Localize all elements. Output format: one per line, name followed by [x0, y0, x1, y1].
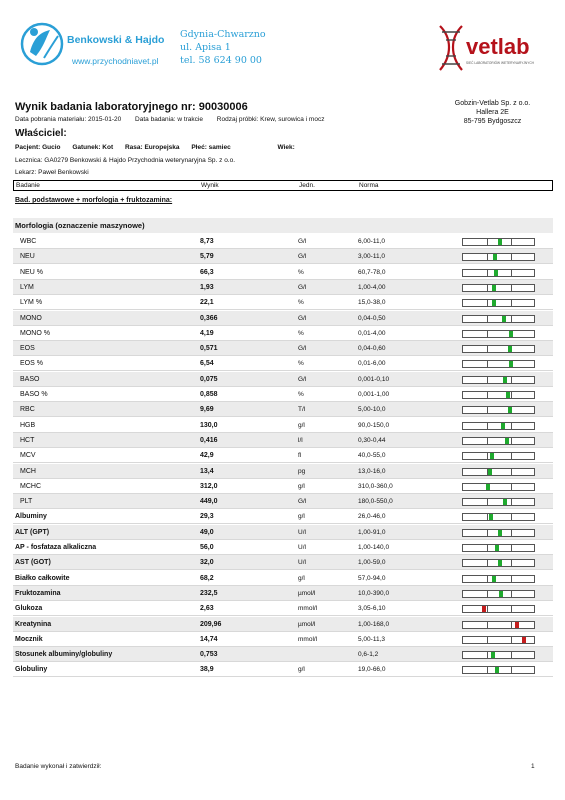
- table-row: [13, 402, 553, 417]
- range-indicator: [462, 666, 535, 674]
- clinic-info: Lecznica: GA0279 Benkowski & Hajdo Przychodnia weterynaryjna Sp. z o.o.: [15, 157, 236, 164]
- range-high-tick: [511, 484, 512, 490]
- range-low-tick: [487, 453, 488, 459]
- test-name: RBC: [20, 406, 35, 414]
- test-result: 5,79: [200, 253, 214, 261]
- range-low-tick: [487, 606, 488, 612]
- result-marker: [508, 407, 512, 413]
- result-marker: [486, 484, 490, 490]
- test-result: 449,0: [200, 498, 218, 506]
- range-indicator: [462, 299, 535, 307]
- test-result: 56,0: [200, 544, 214, 551]
- result-marker: [515, 622, 519, 628]
- doctor-info: Lekarz: Paweł Benkowski: [15, 169, 89, 176]
- range-low-tick: [487, 652, 488, 658]
- test-norm: 0,001-0,10: [358, 375, 390, 383]
- report-meta: [15, 116, 336, 123]
- test-norm: 0,30-0,44: [358, 436, 386, 444]
- sample-date: Data pobrania materiału: 2015-01-20: [15, 116, 122, 123]
- test-name: Kreatynina: [15, 620, 52, 628]
- owner-label: Właściciel:: [15, 128, 67, 139]
- table-row: [13, 586, 553, 601]
- test-unit: G/l: [298, 238, 307, 245]
- test-unit: %: [298, 391, 304, 398]
- range-indicator: [462, 621, 535, 629]
- test-name: NEU: [20, 253, 35, 261]
- sample-type: Rodzaj próbki: Krew, surowica i mocz: [216, 116, 325, 123]
- table-row: [13, 509, 553, 524]
- col-result: Wynik: [201, 182, 219, 189]
- test-name: AST (GOT): [15, 559, 51, 567]
- range-indicator: [462, 330, 535, 338]
- test-norm: 5,00-11,3: [358, 635, 385, 643]
- test-unit: fl: [298, 452, 302, 460]
- test-norm: 1,00-140,0: [358, 544, 390, 551]
- test-unit: %: [298, 360, 304, 368]
- test-norm: 5,00-10,0: [358, 406, 386, 414]
- test-result: 0,416: [200, 436, 218, 444]
- range-high-tick: [511, 423, 512, 429]
- range-low-tick: [487, 667, 488, 673]
- table-row: [13, 632, 553, 647]
- table-row: [13, 295, 553, 310]
- table-row: [13, 326, 553, 341]
- test-unit: µmol/l: [298, 620, 316, 628]
- range-low-tick: [487, 392, 488, 398]
- result-marker: [498, 560, 502, 566]
- test-result: 130,0: [200, 421, 218, 429]
- range-high-tick: [511, 316, 512, 322]
- range-low-tick: [487, 576, 488, 582]
- test-result: 38,9: [200, 666, 214, 674]
- test-unit: G/l: [298, 314, 307, 322]
- result-marker: [488, 469, 492, 475]
- test-result: 0,858: [200, 391, 218, 398]
- result-marker: [495, 667, 499, 673]
- test-norm: 1,00-168,0: [358, 620, 390, 628]
- range-low-tick: [487, 530, 488, 536]
- range-indicator: [462, 559, 535, 567]
- range-indicator: [462, 636, 535, 644]
- range-high-tick: [511, 285, 512, 291]
- report-title: Wynik badania laboratoryjnego nr: 90030006: [15, 101, 248, 113]
- test-norm: 3,00-11,0: [358, 253, 385, 261]
- result-marker: [502, 316, 506, 322]
- test-name: Mocznik: [15, 635, 43, 643]
- test-norm: 1,00-91,0: [358, 528, 386, 536]
- range-indicator: [462, 345, 535, 353]
- test-result: 209,96: [200, 620, 222, 628]
- test-result: 312,0: [200, 482, 218, 490]
- range-high-tick: [511, 514, 512, 520]
- result-marker: [498, 239, 502, 245]
- table-row: [13, 280, 553, 295]
- table-row: [13, 555, 553, 570]
- test-result: 0,075: [200, 375, 218, 383]
- range-high-tick: [511, 392, 512, 398]
- range-high-tick: [511, 254, 512, 260]
- address-line: Gdynia-Chwarzno: [180, 29, 266, 40]
- range-high-tick: [511, 377, 512, 383]
- test-name: Białko całkowite: [15, 574, 70, 582]
- test-unit: G/l: [298, 283, 307, 291]
- test-unit: µmol/l: [298, 589, 316, 597]
- test-unit: mmol/l: [298, 635, 318, 643]
- test-result: 66,3: [200, 268, 214, 276]
- test-norm: 1,00-59,0: [358, 559, 386, 567]
- test-result: 0,753: [200, 651, 218, 659]
- vetlab-logo: [432, 20, 552, 76]
- test-name: Fruktozamina: [15, 589, 61, 597]
- test-unit: U/l: [298, 528, 306, 536]
- range-indicator: [462, 468, 535, 476]
- test-result: 68,2: [200, 574, 214, 582]
- table-row: [13, 249, 553, 264]
- range-low-tick: [487, 331, 488, 337]
- result-marker: [506, 392, 510, 398]
- range-indicator: [462, 376, 535, 384]
- range-high-tick: [511, 652, 512, 658]
- test-unit: g/l: [298, 513, 305, 521]
- test-name: LYM: [20, 283, 34, 291]
- range-indicator: [462, 498, 535, 506]
- address-line: ul. Apisa 1: [180, 42, 231, 53]
- test-name: PLT: [20, 498, 33, 506]
- result-marker: [482, 606, 486, 612]
- test-unit: %: [298, 299, 304, 307]
- range-high-tick: [511, 438, 512, 444]
- table-row: [13, 662, 553, 677]
- test-norm: 0,04-0,60: [358, 345, 386, 353]
- test-result: 0,366: [200, 314, 218, 322]
- range-high-tick: [511, 591, 512, 597]
- range-indicator: [462, 284, 535, 292]
- test-result: 232,5: [200, 589, 218, 597]
- result-marker: [498, 530, 502, 536]
- test-norm: 19,0-66,0: [358, 666, 386, 674]
- range-high-tick: [511, 300, 512, 306]
- patient-species: Gatunek: Kot: [72, 144, 114, 151]
- range-indicator: [462, 605, 535, 613]
- test-norm: 0,001-1,00: [358, 391, 390, 398]
- lab-address: [430, 99, 555, 126]
- result-marker: [492, 576, 496, 582]
- test-result: 0,571: [200, 345, 218, 353]
- test-name: MCHC: [20, 482, 41, 490]
- range-low-tick: [487, 637, 488, 643]
- range-low-tick: [487, 591, 488, 597]
- range-high-tick: [511, 530, 512, 536]
- table-row: [13, 479, 553, 494]
- test-name: MCV: [20, 452, 36, 460]
- lab-address-line: Hallera 2E: [476, 109, 509, 116]
- result-marker: [503, 377, 507, 383]
- test-unit: G/l: [298, 498, 307, 506]
- test-result: 4,19: [200, 329, 214, 337]
- test-result: 8,73: [200, 238, 214, 245]
- range-low-tick: [487, 499, 488, 505]
- test-unit: mmol/l: [298, 605, 318, 613]
- range-low-tick: [487, 300, 488, 306]
- table-row: [13, 433, 553, 448]
- test-unit: G/l: [298, 375, 307, 383]
- test-unit: %: [298, 329, 304, 337]
- test-name: Stosunek albuminy/globuliny: [15, 651, 113, 659]
- range-low-tick: [487, 423, 488, 429]
- test-result: 2,63: [200, 605, 214, 613]
- test-result: 1,93: [200, 283, 214, 291]
- test-result: 29,3: [200, 513, 214, 521]
- range-low-tick: [487, 361, 488, 367]
- patient-age: Wiek:: [277, 144, 295, 151]
- address-line: tel. 58 624 90 00: [180, 55, 262, 66]
- col-norm: Norma: [359, 182, 379, 189]
- result-marker: [491, 652, 495, 658]
- range-low-tick: [487, 407, 488, 413]
- clinic-name: Benkowski & Hajdo: [67, 34, 165, 46]
- range-low-tick: [487, 270, 488, 276]
- test-name: Albuminy: [15, 513, 47, 521]
- range-low-tick: [487, 622, 488, 628]
- test-norm: 0,01-6,00: [358, 360, 386, 368]
- table-row: [13, 571, 553, 586]
- test-name: ALT (GPT): [15, 528, 50, 536]
- range-indicator: [462, 437, 535, 445]
- patient-info: [15, 144, 305, 151]
- range-indicator: [462, 544, 535, 552]
- test-name: Globuliny: [15, 666, 48, 674]
- range-low-tick: [487, 545, 488, 551]
- test-unit: G/l: [298, 345, 307, 353]
- range-indicator: [462, 575, 535, 583]
- table-row: [13, 234, 553, 249]
- test-name: EOS: [20, 345, 35, 353]
- test-unit: %: [298, 268, 304, 276]
- range-indicator: [462, 253, 535, 261]
- range-low-tick: [487, 514, 488, 520]
- range-high-tick: [511, 469, 512, 475]
- test-norm: 1,00-4,00: [358, 283, 386, 291]
- range-high-tick: [511, 606, 512, 612]
- test-norm: 0,6-1,2: [358, 651, 379, 659]
- range-low-tick: [487, 560, 488, 566]
- test-name: BASO: [20, 375, 40, 383]
- test-norm: 0,01-4,00: [358, 329, 386, 337]
- range-indicator: [462, 590, 535, 598]
- vetlab-subtitle: SIEĆ LABORATORIÓW WETERYNARYJNYCH: [466, 61, 534, 65]
- table-row: [13, 647, 553, 662]
- range-indicator: [462, 651, 535, 659]
- table-row: [13, 617, 553, 632]
- test-name: Glukoza: [15, 605, 43, 613]
- range-indicator: [462, 483, 535, 491]
- test-result: 42,9: [200, 452, 214, 460]
- result-marker: [492, 300, 496, 306]
- range-high-tick: [511, 545, 512, 551]
- test-unit: g/l: [298, 666, 305, 674]
- range-high-tick: [511, 637, 512, 643]
- test-unit: g/l: [298, 574, 305, 582]
- test-date: Data badania: w trakcie: [135, 116, 203, 123]
- test-norm: 180,0-550,0: [358, 498, 393, 506]
- range-high-tick: [511, 453, 512, 459]
- result-marker: [494, 270, 498, 276]
- test-norm: 15,0-38,0: [358, 299, 386, 307]
- test-name: BASO %: [20, 391, 48, 398]
- col-test: Badanie: [16, 182, 40, 189]
- table-row: [13, 372, 553, 387]
- test-result: 32,0: [200, 559, 214, 567]
- range-indicator: [462, 315, 535, 323]
- test-unit: U/l: [298, 559, 306, 567]
- test-result: 13,4: [200, 467, 214, 475]
- table-row: [13, 525, 553, 540]
- test-result: 6,54: [200, 360, 214, 368]
- range-low-tick: [487, 346, 488, 352]
- lab-address-line: 85-795 Bydgoszcz: [463, 118, 522, 125]
- result-marker: [501, 423, 505, 429]
- test-norm: 26,0-46,0: [358, 513, 386, 521]
- table-row: [13, 464, 553, 479]
- table-row: [13, 448, 553, 463]
- range-high-tick: [511, 622, 512, 628]
- signature-line: Badanie wykonał i zatwierdził:: [15, 763, 102, 770]
- result-marker: [489, 514, 493, 520]
- col-unit: Jedn.: [299, 182, 315, 189]
- result-marker: [509, 361, 513, 367]
- result-marker: [493, 254, 497, 260]
- range-indicator: [462, 391, 535, 399]
- test-name: AP - fosfataza alkaliczna: [15, 544, 97, 551]
- test-unit: U/l: [298, 544, 306, 551]
- table-row: [13, 356, 553, 371]
- test-name: HCT: [20, 436, 35, 444]
- result-marker: [495, 545, 499, 551]
- test-norm: 10,0-390,0: [358, 589, 390, 597]
- result-marker: [490, 453, 494, 459]
- test-result: 9,69: [200, 406, 214, 414]
- test-unit: l/l: [298, 436, 303, 444]
- table-row: [13, 540, 553, 555]
- test-name: WBC: [20, 238, 37, 245]
- result-marker: [499, 591, 503, 597]
- range-indicator: [462, 406, 535, 414]
- test-norm: 3,05-6,10: [358, 605, 386, 613]
- result-marker: [508, 346, 512, 352]
- range-indicator: [462, 269, 535, 277]
- table-header: [13, 180, 553, 191]
- patient-sex: Płeć: samiec: [191, 144, 231, 151]
- range-indicator: [462, 422, 535, 430]
- test-norm: 0,04-0,50: [358, 314, 386, 322]
- range-low-tick: [487, 239, 488, 245]
- test-norm: 6,00-11,0: [358, 238, 385, 245]
- test-norm: 60,7-78,0: [358, 268, 386, 276]
- lab-address-line: Gobzin-Vetlab Sp. z o.o.: [454, 100, 531, 107]
- clinic-address: [180, 28, 266, 67]
- range-high-tick: [511, 270, 512, 276]
- table-row: [13, 387, 553, 402]
- test-norm: 310,0-360,0: [358, 482, 393, 490]
- test-name: EOS %: [20, 360, 43, 368]
- range-high-tick: [511, 576, 512, 582]
- range-high-tick: [511, 667, 512, 673]
- test-name: HGB: [20, 421, 36, 429]
- range-low-tick: [487, 316, 488, 322]
- table-row: [13, 601, 553, 616]
- test-norm: 57,0-94,0: [358, 574, 386, 582]
- test-unit: G/l: [298, 253, 307, 261]
- test-name: NEU %: [20, 268, 43, 276]
- result-marker: [509, 331, 513, 337]
- result-marker: [522, 637, 526, 643]
- result-marker: [503, 499, 507, 505]
- page-header: [0, 0, 565, 90]
- range-low-tick: [487, 254, 488, 260]
- range-low-tick: [487, 285, 488, 291]
- range-high-tick: [511, 239, 512, 245]
- clinic-website[interactable]: www.przychodniavet.pl: [72, 56, 159, 66]
- test-name: LYM %: [20, 299, 43, 307]
- page-number: 1: [531, 763, 535, 770]
- test-norm: 90,0-150,0: [358, 421, 390, 429]
- table-row: [13, 418, 553, 433]
- patient-name: Pacjent: Gucio: [15, 144, 61, 151]
- test-unit: g/l: [298, 421, 305, 429]
- range-low-tick: [487, 438, 488, 444]
- patient-breed: Rasa: Europejska: [124, 144, 180, 151]
- test-norm: 40,0-55,0: [358, 452, 386, 460]
- test-norm: 13,0-16,0: [358, 467, 386, 475]
- test-name: MCH: [20, 467, 36, 475]
- test-result: 22,1: [200, 299, 214, 307]
- test-unit: g/l: [298, 482, 305, 490]
- range-indicator: [462, 529, 535, 537]
- test-result: 49,0: [200, 528, 214, 536]
- table-row: [13, 494, 553, 509]
- section-title: Bad. podstawowe + morfologia + fruktozamina:: [15, 197, 173, 204]
- test-result: 14,74: [200, 635, 218, 643]
- range-low-tick: [487, 377, 488, 383]
- table-row: [13, 311, 553, 326]
- test-name: MONO %: [20, 329, 50, 337]
- group-title: Morfologia (oznaczenie maszynowe): [13, 218, 553, 233]
- table-row: [13, 265, 553, 280]
- result-marker: [505, 438, 509, 444]
- range-indicator: [462, 238, 535, 246]
- test-unit: pg: [298, 467, 306, 475]
- test-unit: T/l: [298, 406, 306, 414]
- test-name: MONO: [20, 314, 42, 322]
- range-high-tick: [511, 499, 512, 505]
- range-indicator: [462, 360, 535, 368]
- range-high-tick: [511, 560, 512, 566]
- range-indicator: [462, 452, 535, 460]
- range-indicator: [462, 513, 535, 521]
- result-marker: [492, 285, 496, 291]
- vetlab-wordmark: vetlab: [466, 34, 530, 59]
- table-row: [13, 341, 553, 356]
